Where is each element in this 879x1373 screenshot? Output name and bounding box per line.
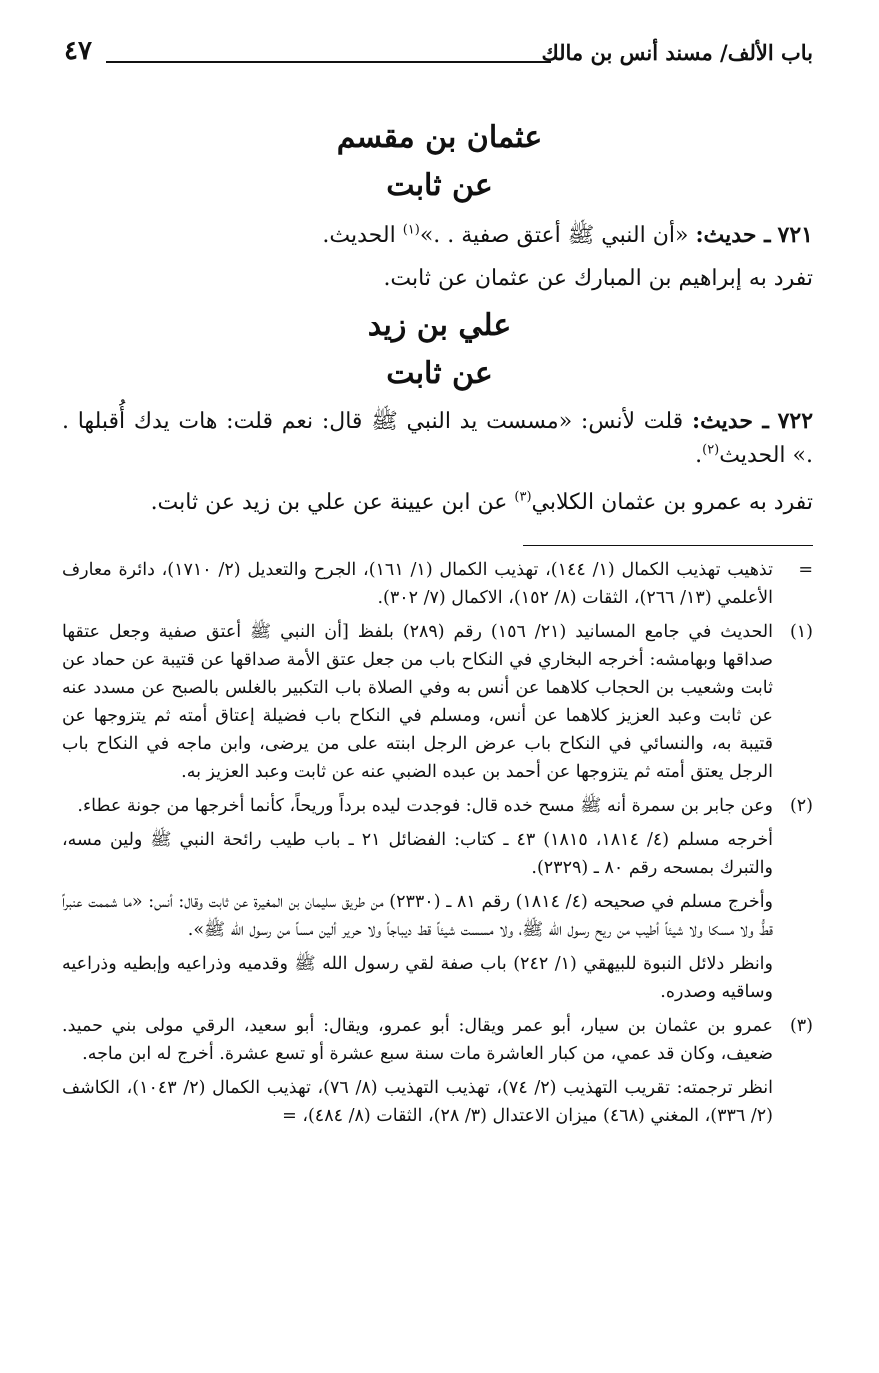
hadith-722: ٧٢٢ ـ حديث: قلت لأنس: «مسست يد النبي ﷺ قال: نعم قلت: هات يدك أُقبلها . .» الحديث$^{(٢)}$. bbox=[62, 408, 814, 468]
footnote-rule bbox=[523, 545, 813, 546]
footnote-paragraph: وأخرج مسلم في صحيحه (٤/ ١٨١٤) رقم ٨١ ـ (٢٣٣٠) من طريق سليمان بن المغيرة عن ثابت وقال: أنس: «ما شممت عنبراً قطُّ ولا مسكا ولا شيئاً أطيب من ريح رسول الله ﷺ، ولا مسست شيئاً قط ديباجاً ولا حرير ألين مساً من رسول الله ﷺ». bbox=[62, 892, 774, 940]
hadith-text: «أن النبي ﷺ أعتق صفية . .» bbox=[419, 223, 689, 248]
running-header bbox=[64, 34, 813, 74]
page-number: ٤٧ bbox=[64, 36, 92, 66]
footnote-3 bbox=[62, 1012, 813, 1130]
hadith-722-note bbox=[62, 486, 813, 520]
hadith-text: قلت لأنس: «مسست يد النبي ﷺ قال: نعم قلت: هات يدك أُقبلها . .» الحديث bbox=[62, 409, 813, 468]
footnote-paragraph: الحديث في جامع المسانيد (٢١/ ١٥٦) رقم (٢٨٩) بلفظ [أن النبي ﷺ أعتق صفية وجعل عتقها صداقها وبهامشه: أخرجه البخاري في النكاح باب من جعل عتق الأمة صداقها عن قتيبة عن حماد عن ثابت وشعيب بن الحجاب كلاهما عن أنس به وفي الصلاة باب التكبير بالغلس بالصبح عن مسدد عنه عن ثابت وعبد العزيز كلاهما عن أنس، ومسلم في النكاح باب فضيلة إعتاق أمته ثم يتزوجها عن قتيبة به، والنسائي في النكاح باب عرض الرجل ابنته على من يرضى، وابن ماجه في النكاح باب الرجل يعتق أمته ثم يتزوجها عن أحمد بن عبده الضبي عنه عن ثابت وعبد العزيز به. bbox=[62, 622, 773, 782]
footnote-paragraph: تذهيب تهذيب الكمال (١/ ١٤٤)، تهذيب الكمال (١/ ١٦١)، الجرح والتعديل (٢/ ١٧١٠)، دائرة معارف الأعلمي (١٣/ ٢٦٦)، الثقات (٨/ ١٥٢)، الاكمال (٧/ ٣٠٢). bbox=[62, 560, 773, 608]
footnote-paragraph: وعن جابر بن سمرة أنه ﷺ مسح خده قال: فوجدت ليده برداً وريحاً، كأنما أخرجها من جونة عطاء. bbox=[77, 796, 773, 816]
footnote-ref-3: (٣) bbox=[514, 489, 532, 505]
footnote-2 bbox=[62, 792, 813, 1006]
footnote-paragraph: أخرجه مسلم (٤/ ١٨١٤، ١٨١٥) ٤٣ ـ كتاب: الفضائل ٢١ ـ باب طيب رائحة النبي ﷺ ولين مسه، والتبرك بمسحه رقم ٨٠ ـ (٢٣٢٩). bbox=[62, 830, 773, 878]
footnote-paragraph: وانظر دلائل النبوة للبيهقي (١/ ٢٤٢) باب صفة لقي رسول الله ﷺ وقدميه وذراعيه وإبطيه وذراعيه وساقيه وصدره. bbox=[62, 954, 773, 1002]
from-heading-2: عن ثابت bbox=[386, 356, 493, 391]
note-text: تفرد به عمرو بن عثمان الكلابي bbox=[531, 490, 813, 515]
header-title: باب الألف/ مسند أنس بن مالك bbox=[541, 40, 813, 65]
hadith-number: ٧٢١ bbox=[777, 222, 813, 248]
footnote-paragraph: انظر ترجمته: تقريب التهذيب (٢/ ٧٤)، تهذيب التهذيب (٨/ ٧٦)، تهذيب الكمال (٢/ ١٠٤٣)، الكاشف (٢/ ٣٣٦)، المغني (٤٦٨) ميزان الاعتدال (٣/ ٢٨)، الثقات (٨/ ٤٨٤)، = bbox=[62, 1078, 773, 1126]
footnote-ref-1: (١) bbox=[402, 222, 420, 238]
hadith-721: ٧٢١ ـ حديث: «أن النبي ﷺ أعتق صفية . .»$^{(١)}$ الحديث. bbox=[322, 222, 813, 248]
hadith-721-note: تفرد به إبراهيم بن المبارك عن عثمان عن ثابت. bbox=[383, 266, 813, 291]
footnote-1 bbox=[62, 618, 813, 786]
footnotes bbox=[62, 556, 813, 1136]
header-rule bbox=[106, 61, 551, 63]
hadith-tail: . bbox=[695, 443, 703, 468]
narrator-heading-2: علي بن زيد bbox=[367, 308, 512, 343]
footnote-ref-2: (٢) bbox=[702, 442, 720, 458]
footnote-mark: = bbox=[798, 560, 813, 580]
footnote-continuation bbox=[62, 556, 813, 612]
footnote-mark: (٢) bbox=[789, 796, 813, 816]
from-heading-1: عن ثابت bbox=[386, 168, 493, 203]
footnote-mark: (١) bbox=[789, 622, 813, 642]
footnote-paragraph: عمرو بن عثمان بن سيار، أبو عمر ويقال: أبو عمرو، ويقال: أبو سعيد، الرقي مولى بني حميد. ضعيف، وكان قد عمي، من كبار العاشرة مات سنة سبع عشرة أو تسع عشرة. أخرج له ابن ماجه. bbox=[62, 1016, 773, 1064]
narrator-heading-1: عثمان بن مقسم bbox=[336, 120, 543, 155]
footnote-mark: (٣) bbox=[789, 1016, 813, 1036]
hadith-label: حديث: bbox=[695, 222, 757, 248]
note-text-end: عن ابن عيينة عن علي بن زيد عن ثابت. bbox=[150, 490, 515, 515]
hadith-tail: الحديث. bbox=[322, 223, 403, 248]
hadith-label: حديث: bbox=[691, 408, 753, 434]
hadith-number: ٧٢٢ bbox=[777, 408, 814, 434]
